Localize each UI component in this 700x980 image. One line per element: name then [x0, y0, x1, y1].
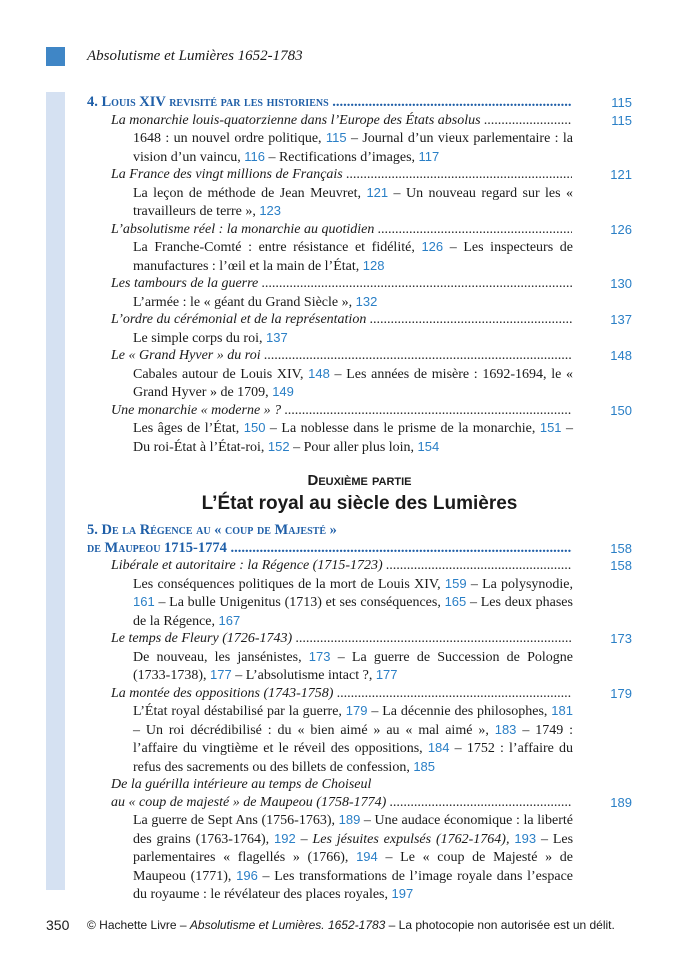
copyright-prefix: © Hachette Livre –: [87, 918, 190, 932]
page-ref: 148: [308, 365, 330, 381]
page-number: 350: [46, 917, 70, 933]
running-header-title: Absolutisme et Lumières 1652-1783: [87, 48, 303, 64]
desc-text: L’armée : le « géant du Grand Siècle »,: [133, 294, 356, 310]
page-ref: 132: [355, 293, 378, 309]
section-title-line2: au « coup de majesté » de Maupeou (1758-1774) .....: [87, 794, 572, 812]
side-color-bar: [46, 92, 65, 890]
section-page: 121: [610, 167, 632, 182]
section-entry: [87, 794, 632, 812]
desc-text: – Les années de misère : 1692-1694, le « Grand Hyver » de 1709,: [133, 366, 573, 400]
section-page: 137: [610, 312, 632, 327]
page-ref: 123: [259, 203, 282, 218]
page-ref: 179: [345, 703, 368, 718]
section-description: [87, 329, 573, 348]
page-ref: 126: [421, 239, 444, 254]
section-description: [87, 702, 573, 776]
section-description: [87, 811, 573, 904]
page-ref: 128: [362, 257, 385, 273]
part-label: Deuxième partie: [307, 472, 412, 489]
page-ref: 177: [210, 667, 232, 682]
desc-text: Les conséquences politiques de la mort de Louis XIV,: [133, 576, 445, 592]
desc-text: – Les inspecteurs de manufactures : l’œil et la main de l’État,: [133, 240, 573, 274]
section-title: Le temps de Fleury (1726-1743) .....: [87, 630, 572, 648]
section-title-line1: De la guérilla intérieure au temps de Choiseul: [111, 777, 372, 792]
section-entry: [87, 275, 632, 293]
section-title: L’ordre du cérémonial et de la représentation .....: [87, 311, 572, 329]
section-title: Le « Grand Hyver » du roi .....: [87, 347, 572, 365]
section-page: 179: [610, 685, 632, 701]
table-of-contents: [87, 92, 632, 904]
page-ref: 159: [444, 575, 467, 591]
chapter-title: 4. Louis XIV revisité par les historiens .....: [87, 94, 572, 112]
header-color-block: [46, 47, 65, 66]
page-ref: 137: [265, 329, 288, 345]
section-entry: [87, 112, 632, 130]
page-ref: 189: [338, 812, 361, 827]
desc-text: – Rectifications d’images,: [264, 149, 419, 165]
desc-text: – Pour aller plus loin,: [289, 439, 418, 455]
italic-text: Les jésuites expulsés (1762-1764),: [312, 831, 510, 847]
desc-text: Les âges de l’État,: [133, 421, 244, 436]
section-title: La montée des oppositions (1743-1758) .....: [87, 685, 572, 703]
section-description: [87, 648, 573, 685]
desc-text: – Journal d’un vieux parlementaire : la vision d’un vaincu,: [133, 131, 573, 165]
page-ref: 177: [375, 667, 398, 682]
desc-text: – 1752 : l’affaire du refus des sacrements ou des billets de confession,: [133, 741, 573, 775]
page-ref: 161: [133, 594, 155, 609]
section-title: La monarchie louis-quatorzienne dans l’Europe des États absolus .....: [87, 112, 572, 130]
page-ref: 183: [494, 721, 517, 737]
page-ref: 185: [413, 758, 436, 774]
desc-text: La Franche-Comté : entre résistance et fidélité,: [133, 240, 422, 255]
section-entry: [87, 311, 632, 329]
desc-text: Le simple corps du roi,: [133, 330, 266, 346]
page-ref: 194: [356, 849, 378, 864]
desc-text: – Un roi décrédibilisé : du « bien aimé » au « mal aimé »,: [133, 722, 495, 738]
page-ref: 121: [366, 184, 389, 200]
page-ref: 196: [236, 867, 258, 883]
page-ref: 193: [514, 830, 537, 846]
page-ref: 150: [243, 420, 266, 435]
page-ref: 192: [274, 830, 296, 846]
section-title: L’absolutisme réel : la monarchie au quotidien .....: [87, 221, 572, 239]
chapter-4-entry: [87, 94, 632, 112]
page-ref: 149: [272, 384, 294, 399]
chapter-4-sections: [87, 112, 632, 457]
section-title: La France des vingt millions de Français .....: [87, 166, 572, 184]
chapter-page: 115: [611, 95, 632, 110]
section-title: Une monarchie « moderne » ? .....: [87, 402, 572, 420]
section-description: [87, 129, 573, 166]
section-title: Les tambours de la guerre .....: [87, 275, 572, 293]
desc-text: Cabales autour de Louis XIV,: [133, 366, 309, 382]
section-page: 150: [610, 402, 632, 418]
page-ref: 184: [427, 740, 450, 755]
section-description: [87, 575, 573, 631]
desc-text: De nouveau, les jansénistes,: [133, 649, 309, 665]
desc-text: – La noblesse dans le prisme de la monarchie,: [265, 421, 540, 436]
desc-text: – La bulle Unigenitus (1713) et ses conséquences,: [154, 595, 445, 610]
section-entry: [87, 557, 632, 575]
desc-text: La guerre de Sept Ans (1756-1763),: [133, 813, 339, 828]
section-page: 148: [610, 348, 632, 363]
desc-text: – Du roi-État à l’État-roi,: [133, 421, 574, 455]
section-entry: [87, 685, 632, 703]
page-ref: 181: [551, 703, 573, 718]
section-description: [87, 419, 573, 456]
desc-text: La leçon de méthode de Jean Meuvret,: [133, 185, 367, 201]
part-title: L’État royal au siècle des Lumières: [201, 492, 518, 514]
desc-text: L’État royal déstabilisé par la guerre,: [133, 704, 346, 719]
section-entry: [87, 630, 632, 648]
section-page: 115: [611, 112, 632, 128]
chapter-title-line2: de Maupeou 1715-1774 .....: [87, 540, 572, 558]
section-entry: [87, 221, 632, 239]
chapter-5-sections: [87, 557, 632, 776]
page-ref: 115: [325, 130, 347, 145]
page-ref: 173: [308, 648, 331, 664]
section-page: 126: [610, 221, 632, 237]
chapter-5-entry: [87, 540, 632, 558]
desc-text: – L’absolutisme intact ?,: [231, 668, 376, 683]
desc-text: – 1749 : l’affaire du vingtième et le réveil des oppositions,: [133, 722, 573, 756]
section-entry: [87, 347, 632, 365]
desc-text: 1648 : un nouvel ordre politique,: [133, 131, 326, 146]
page-ref: 152: [267, 438, 290, 454]
section-entry: [87, 402, 632, 420]
section-page: 189: [610, 794, 632, 810]
page-ref: 151: [539, 420, 562, 435]
section-description: [87, 238, 573, 275]
desc-text: – La polysynodie,: [466, 576, 574, 592]
section-entry: [87, 166, 632, 184]
section-page: 173: [610, 631, 632, 646]
section-title: Libérale et autoritaire : la Régence (1715-1723) .....: [87, 557, 572, 575]
desc-text: – Un nouveau regard sur les « travailleurs de terre »,: [133, 185, 573, 219]
page-ref: 167: [218, 612, 241, 628]
page-ref: 165: [444, 594, 467, 609]
section-page: 158: [610, 558, 632, 573]
section-page: 130: [610, 276, 632, 291]
desc-text: – Les deux phases de la Régence,: [133, 595, 573, 629]
desc-text: – Le « coup de Majesté » de Maupeou (1771),: [133, 850, 573, 884]
chapter-page: 158: [610, 540, 632, 556]
page-ref: 116: [244, 148, 265, 164]
page-ref: 197: [391, 886, 414, 901]
desc-text: – Les parlementaires « flagellés » (1766),: [133, 831, 574, 865]
page-ref: 154: [417, 438, 440, 454]
chapter-5-title-line1: 5. De la Régence au « coup de Majesté »: [87, 522, 337, 538]
desc-text: –: [295, 831, 313, 847]
desc-text: – La guerre de Succession de Pologne (1733-1738),: [133, 649, 573, 683]
section-description: [87, 365, 573, 402]
desc-text: – La décennie des philosophes,: [367, 704, 552, 719]
page-ref: 117: [418, 148, 440, 164]
copyright-book-title: Absolutisme et Lumières. 1652-1783: [189, 918, 386, 932]
desc-text: – Les transformations de l’image royale dans l’espace du royaume : le révélateur des places royales,: [133, 868, 573, 902]
desc-text: – Une audace économique : la liberté des grains (1763-1764),: [133, 813, 573, 847]
copyright-suffix: – La photocopie non autorisée est un délit.: [385, 918, 615, 932]
section-description: [87, 184, 573, 221]
copyright-footer: [87, 918, 615, 932]
section-description: [87, 293, 573, 312]
